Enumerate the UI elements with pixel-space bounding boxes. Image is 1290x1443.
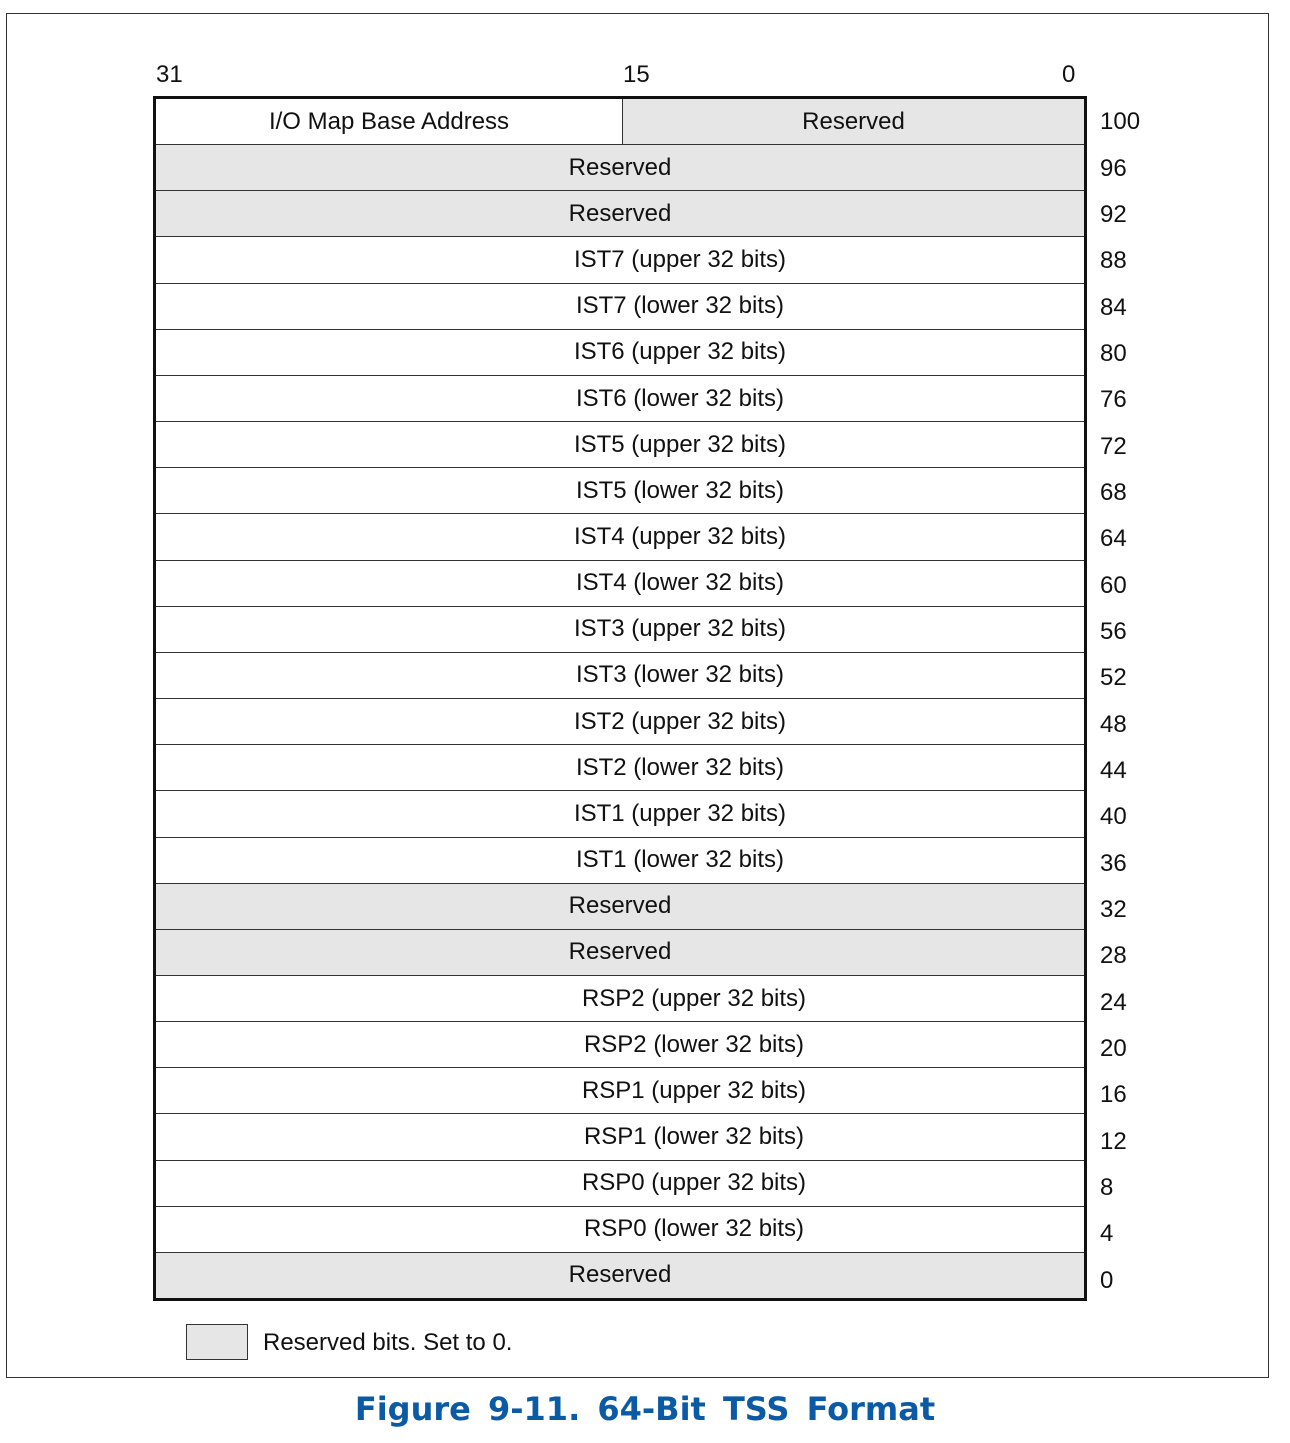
figure-caption: Figure 9-11. 64-Bit TSS Format (354, 1390, 936, 1428)
offset-label: 60 (1100, 571, 1127, 599)
offset-label: 20 (1100, 1035, 1127, 1063)
ist4-lower-cell: IST4 (lower 32 bits) (575, 569, 785, 597)
offset-label: 44 (1100, 756, 1127, 784)
tss-row-28 (156, 930, 1084, 976)
offset-label: 92 (1100, 200, 1127, 228)
bit-label-15: 15 (623, 61, 650, 88)
reserved-cell: Reserved (156, 884, 1084, 929)
rsp0-upper-cell: RSP0 (upper 32 bits) (581, 1169, 807, 1197)
reserved-cell: Reserved (623, 99, 1084, 144)
rsp1-lower-cell: RSP1 (lower 32 bits) (583, 1123, 805, 1151)
offset-label: 80 (1100, 339, 1127, 367)
reserved-cell: Reserved (156, 1253, 1084, 1298)
offset-label: 0 (1100, 1266, 1114, 1294)
tss-row-0 (156, 1253, 1084, 1298)
bit-label-31: 31 (156, 61, 183, 88)
offset-label: 32 (1100, 896, 1127, 924)
legend-reserved-swatch (186, 1324, 248, 1360)
reserved-cell: Reserved (156, 191, 1084, 236)
tss-row-44 (156, 745, 1084, 791)
tss-row-40 (156, 791, 1084, 837)
rsp2-upper-cell: RSP2 (upper 32 bits) (581, 984, 807, 1012)
ist3-upper-cell: IST3 (upper 32 bits) (573, 615, 787, 643)
ist6-lower-cell: IST6 (lower 32 bits) (575, 384, 785, 412)
offset-label: 12 (1100, 1127, 1127, 1155)
reserved-cell: Reserved (156, 930, 1084, 975)
tss-row-24 (156, 976, 1084, 1022)
tss-row-88 (156, 237, 1084, 283)
tss-row-100 (156, 99, 1084, 145)
offset-label: 88 (1100, 247, 1127, 275)
tss-row-56 (156, 607, 1084, 653)
legend-text: Reserved bits. Set to 0. (263, 1329, 513, 1356)
rsp1-upper-cell: RSP1 (upper 32 bits) (581, 1076, 807, 1104)
tss-row-16 (156, 1068, 1084, 1114)
offset-label: 36 (1100, 849, 1127, 877)
tss-row-80 (156, 330, 1084, 376)
offset-label: 52 (1100, 664, 1127, 692)
tss-row-72 (156, 422, 1084, 468)
ist1-upper-cell: IST1 (upper 32 bits) (573, 799, 787, 827)
ist1-lower-cell: IST1 (lower 32 bits) (575, 846, 785, 874)
offset-label: 16 (1100, 1081, 1127, 1109)
offset-label: 56 (1100, 617, 1127, 645)
tss-row-52 (156, 653, 1084, 699)
ist4-upper-cell: IST4 (upper 32 bits) (573, 522, 787, 550)
tss-row-76 (156, 376, 1084, 422)
tss-row-64 (156, 514, 1084, 560)
tss-row-92 (156, 191, 1084, 237)
tss-row-32 (156, 884, 1084, 930)
reserved-cell: Reserved (156, 145, 1084, 190)
offset-label: 96 (1100, 154, 1127, 182)
tss-row-84 (156, 284, 1084, 330)
offset-label: 72 (1100, 432, 1127, 460)
tss-row-60 (156, 561, 1084, 607)
offset-label: 64 (1100, 525, 1127, 553)
tss-row-20 (156, 1022, 1084, 1068)
offset-label: 76 (1100, 386, 1127, 414)
ist5-upper-cell: IST5 (upper 32 bits) (573, 430, 787, 458)
ist2-upper-cell: IST2 (upper 32 bits) (573, 707, 787, 735)
ist7-upper-cell: IST7 (upper 32 bits) (573, 246, 787, 274)
ist3-lower-cell: IST3 (lower 32 bits) (575, 661, 785, 689)
tss-row-36 (156, 838, 1084, 884)
offset-label: 68 (1100, 478, 1127, 506)
bit-label-0: 0 (1062, 61, 1076, 88)
tss-row-48 (156, 699, 1084, 745)
offset-label: 48 (1100, 710, 1127, 738)
ist6-upper-cell: IST6 (upper 32 bits) (573, 338, 787, 366)
offset-column (1100, 96, 1170, 1301)
tss-row-8 (156, 1161, 1084, 1207)
rsp0-lower-cell: RSP0 (lower 32 bits) (583, 1215, 805, 1243)
offset-label: 100 (1100, 108, 1141, 136)
offset-label: 84 (1100, 293, 1127, 321)
offset-label: 24 (1100, 988, 1127, 1016)
offset-label: 28 (1100, 942, 1127, 970)
offset-label: 8 (1100, 1174, 1114, 1202)
tss-table (153, 96, 1087, 1301)
tss-row-68 (156, 468, 1084, 514)
tss-row-12 (156, 1114, 1084, 1160)
tss-row-4 (156, 1207, 1084, 1253)
tss-row-96 (156, 145, 1084, 191)
ist2-lower-cell: IST2 (lower 32 bits) (575, 753, 785, 781)
offset-label: 4 (1100, 1220, 1114, 1248)
offset-label: 40 (1100, 803, 1127, 831)
ist5-lower-cell: IST5 (lower 32 bits) (575, 476, 785, 504)
io-map-base-cell: I/O Map Base Address (156, 99, 623, 144)
ist7-lower-cell: IST7 (lower 32 bits) (575, 292, 785, 320)
rsp2-lower-cell: RSP2 (lower 32 bits) (583, 1030, 805, 1058)
